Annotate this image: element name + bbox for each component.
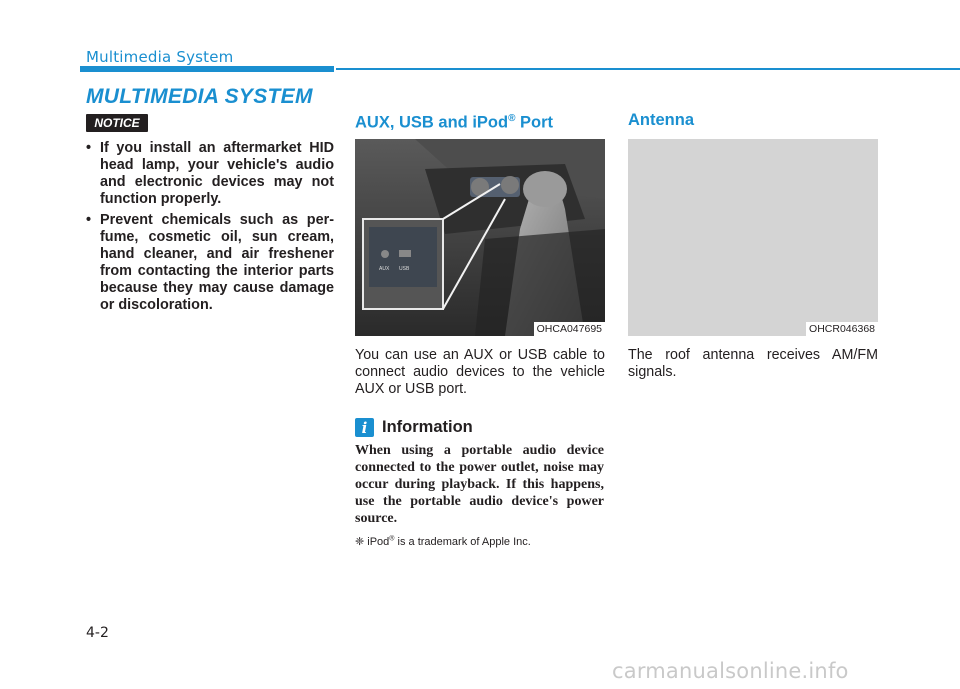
aux-usb-heading xyxy=(355,113,553,133)
aux-usb-body: You can use an AUX or USB cable to connect audio devices to the vehicle AUX or USB port. xyxy=(355,347,605,397)
antenna-heading: Antenna xyxy=(628,111,694,129)
inset-label-usb: USB xyxy=(399,266,410,272)
info-title: Information xyxy=(382,418,473,436)
trademark-prefix: ❈ iPod xyxy=(355,536,390,548)
watermark: carmanualsonline.info xyxy=(612,659,849,683)
page-number: 4-2 xyxy=(86,625,109,641)
notice-item-hid: • If you install an aftermarket HID head lamp, your vehicle's audio and electronic devices may not function properly. xyxy=(86,140,334,208)
antenna-figure xyxy=(628,139,878,336)
header-rule-thick xyxy=(80,66,334,72)
trademark-registered: ® xyxy=(389,535,395,543)
aux-heading-main: AUX, USB and iPod xyxy=(355,113,509,132)
page-title: MULTIMEDIA SYSTEM xyxy=(86,85,313,108)
notice-list xyxy=(86,140,334,318)
console-illustration xyxy=(355,139,605,336)
aux-heading-tail: Port xyxy=(515,113,554,132)
notice-item-chemicals: • Prevent chemicals such as per-fume, cosmetic oil, sun cream, hand cleaner, and air freshener from contacting the interior parts because they may cause damage or discoloration. xyxy=(86,212,334,314)
section-label: Multimedia System xyxy=(86,48,234,66)
header-rule-thin xyxy=(336,68,960,70)
trademark-tail: is a trademark of Apple Inc. xyxy=(394,536,531,548)
antenna-figure-code: OHCR046368 xyxy=(806,322,878,336)
aux-heading-registered: ® xyxy=(508,113,516,124)
aux-usb-port-figure xyxy=(355,139,605,336)
inset-label-aux: AUX xyxy=(379,266,390,272)
info-body: When using a portable audio device connected to the power outlet, noise may occur during playback. If this happens, use the portable audio device's power source. xyxy=(355,443,604,526)
trademark-note xyxy=(355,535,531,548)
info-icon: i xyxy=(355,418,374,437)
notice-badge: NOTICE xyxy=(86,114,148,132)
aux-figure-code: OHCA047695 xyxy=(534,322,605,336)
antenna-body: The roof antenna receives AM/FM signals. xyxy=(628,347,878,380)
